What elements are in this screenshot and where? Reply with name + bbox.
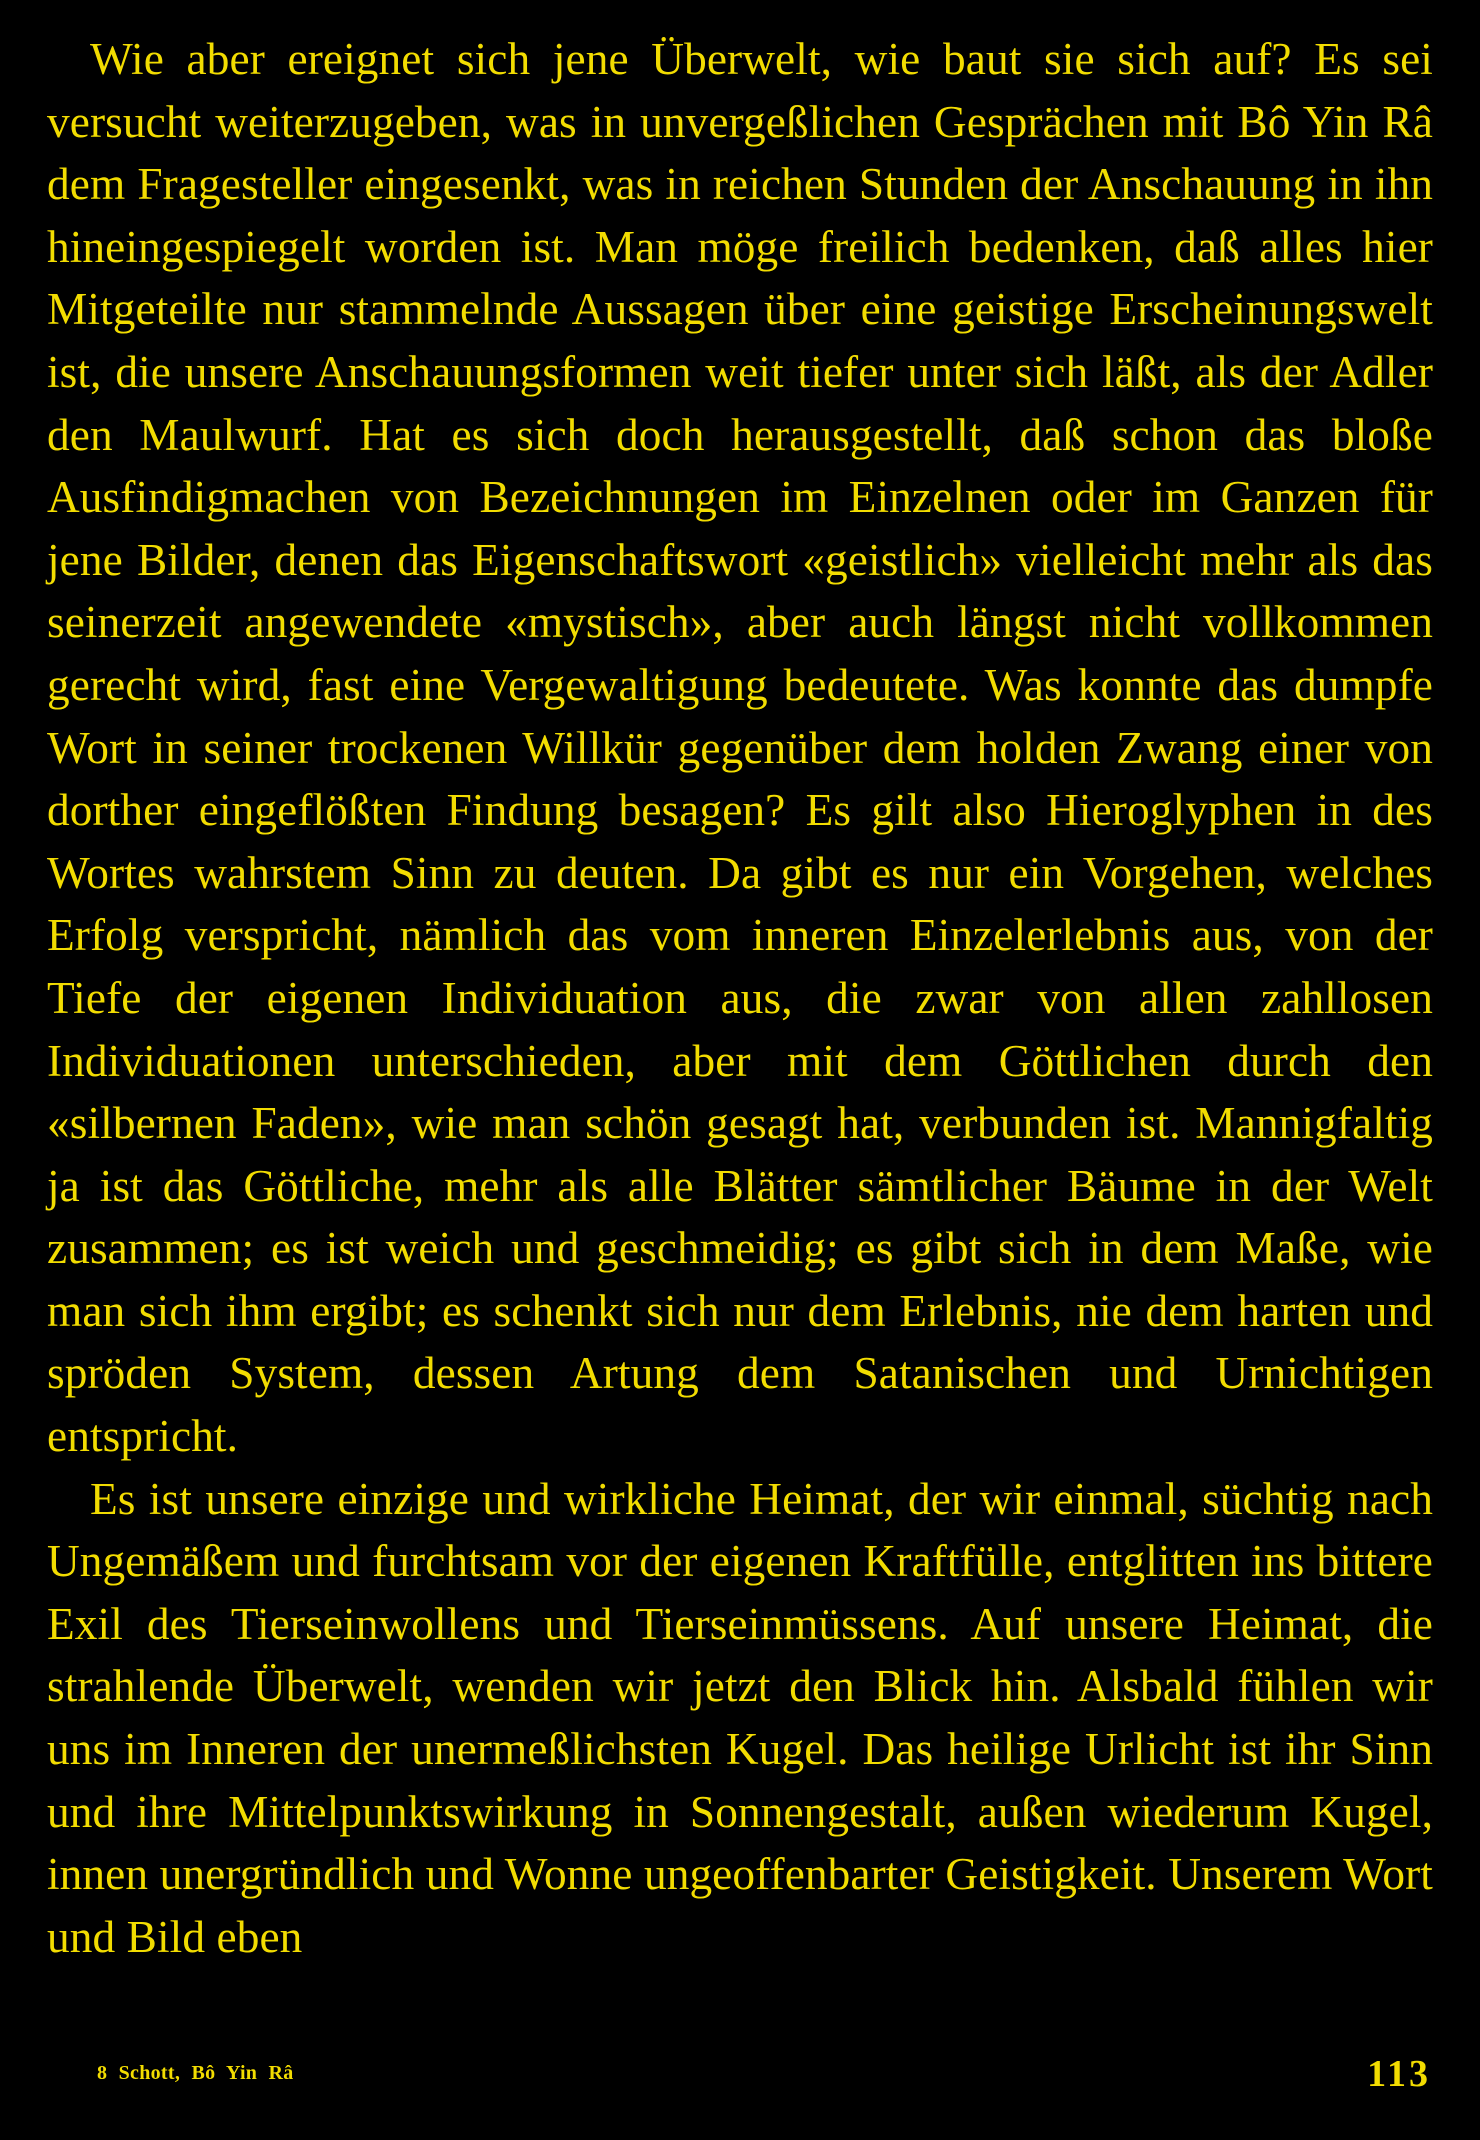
page-number: 113 <box>1367 2053 1431 2095</box>
printer-signature-mark: 8 Schott, Bô Yin Râ <box>97 2062 294 2084</box>
body-paragraph-1: Wie aber ereignet sich jene Überwelt, wie baut sie sich auf? Es sei versucht weiterzugeben, was in unvergeßlichen Gesprächen mit Bô Yin Râ dem Fragesteller eingesenkt, was in reichen Stunden der Anschauung in ihn hineingespiegelt worden ist. Man möge freilich bedenken, daß alles hier Mitgeteilte nur stammelnde Aussagen über eine geistige Erscheinungswelt ist, die unsere Anschauungsformen weit tiefer unter sich läßt, als der Adler den Maulwurf. Hat es sich doch herausgestellt, daß schon das bloße Ausfindigmachen von Bezeichnungen im Einzelnen oder im Ganzen für jene Bilder, denen das Eigenschaftswort «geistlich» vielleicht mehr als das seinerzeit angewendete «mystisch», aber auch längst nicht vollkommen gerecht wird, fast eine Vergewaltigung bedeutete. Was konnte das dumpfe Wort in seiner trockenen Willkür gegenüber dem holden Zwang einer von dorther eingeflößten Findung besagen? Es gilt also Hieroglyphen in des Wortes wahrstem Sinn zu deuten. Da gibt es nur ein Vorgehen, welches Erfolg verspricht, nämlich das vom inneren Einzelerlebnis aus, von der Tiefe der eigenen Individuation aus, die zwar von allen zahllosen Individuationen unterschieden, aber mit dem Göttlichen durch den «silbernen Faden», wie man schön gesagt hat, verbunden ist. Mannigfaltig ja ist das Göttliche, mehr als alle Blätter sämtlicher Bäume in der Welt zusammen; es ist weich und geschmeidig; es gibt sich in dem Maße, wie man sich ihm ergibt; es schenkt sich nur dem Erlebnis, nie dem harten und spröden System, dessen Artung dem Satanischen und Urnichtigen entspricht. <box>47 34 1433 1462</box>
body-paragraph-2: Es ist unsere einzige und wirkliche Heimat, der wir einmal, süchtig nach Ungemäßem und furchtsam vor der eigenen Kraftfülle, entglitten ins bittere Exil des Tierseinwollens und Tierseinmüssens. Auf unsere Heimat, die strahlende Überwelt, wenden wir jetzt den Blick hin. Alsbald fühlen wir uns im Inneren der unermeßlichsten Kugel. Das heilige Urlicht ist ihr Sinn und ihre Mittelpunktswirkung in Sonnengestalt, außen wiederum Kugel, innen unergründlich und Wonne ungeoffenbarter Geistigkeit. Unserem Wort und Bild eben <box>47 1473 1433 1962</box>
page-footer <box>47 2046 1433 2096</box>
book-page <box>47 28 1433 2108</box>
